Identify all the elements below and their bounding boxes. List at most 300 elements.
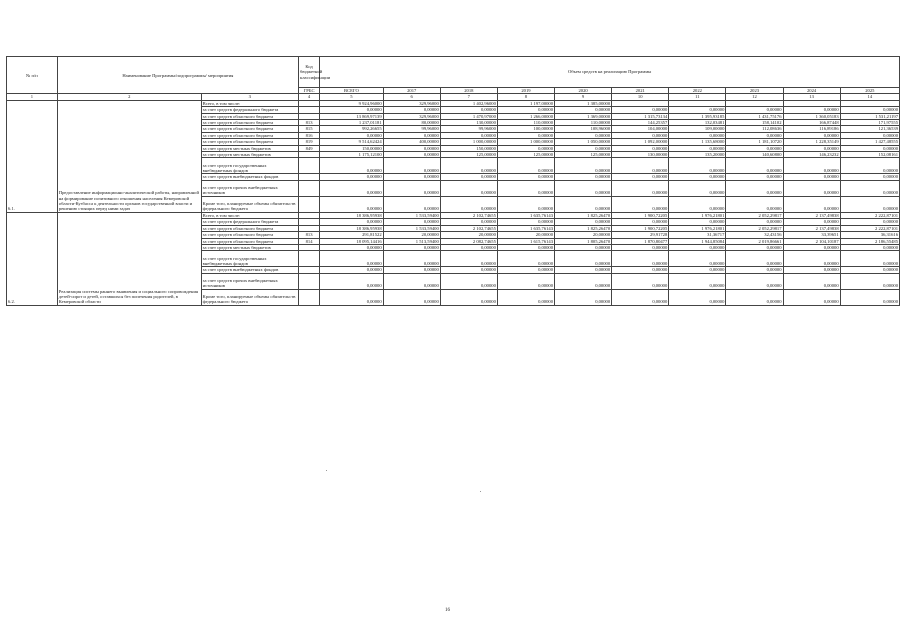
year-header: 2017 xyxy=(383,88,440,94)
year-value: 0,00000 xyxy=(440,273,497,289)
year-value: 0,00000 xyxy=(726,273,783,289)
grbs-code xyxy=(299,251,320,267)
year-value: 0,00000 xyxy=(669,273,726,289)
year-value: 0,00000 xyxy=(840,174,899,180)
year-value: 0,00000 xyxy=(555,107,612,113)
year-value: 0,00000 xyxy=(669,145,726,151)
year-value: 0,00000 xyxy=(783,158,840,174)
section-number: 6.1. xyxy=(7,100,58,212)
year-value: 0,00000 xyxy=(383,180,440,196)
year-value: 2 104,10187 xyxy=(783,238,840,244)
year-value: 146,23232 xyxy=(783,152,840,158)
year-value: 112,08636 xyxy=(726,126,783,132)
year-value: 0,00000 xyxy=(612,251,669,267)
year-value: 31,36717 xyxy=(669,232,726,238)
year-value: 0,00000 xyxy=(726,267,783,273)
year-value: 2 019,86661 xyxy=(726,238,783,244)
total-value: 18 095,14416 xyxy=(320,238,383,244)
year-value: 1 470,97000 xyxy=(440,113,497,119)
grbs-code: 819 xyxy=(299,139,320,145)
total-value: 0,00000 xyxy=(320,158,383,174)
year-value: 132,03481 xyxy=(669,120,726,126)
grbs-code xyxy=(299,180,320,196)
year-value: 1 402,96000 xyxy=(440,100,497,106)
year-value: 0,00000 xyxy=(783,251,840,267)
year-value: 100,00000 xyxy=(497,126,554,132)
year-value: 0,00000 xyxy=(840,244,899,250)
year-value: 0,00000 xyxy=(555,251,612,267)
total-value: 0,00000 xyxy=(320,219,383,225)
year-value: 2 222,87101 xyxy=(840,212,899,218)
year-value: 0,00000 xyxy=(783,145,840,151)
year-value: 0,00000 xyxy=(555,174,612,180)
year-value: 0,00000 xyxy=(440,267,497,273)
year-value: 1 369,00000 xyxy=(555,113,612,119)
year-value: 0,00000 xyxy=(440,132,497,138)
year-value: 0,00000 xyxy=(726,219,783,225)
funding-source: за счет средств областного бюджета xyxy=(201,113,298,119)
year-value: 0,00000 xyxy=(726,132,783,138)
year-value: 0,00000 xyxy=(440,180,497,196)
total-value: 18 386,95938 xyxy=(320,212,383,218)
year-value: 0,00000 xyxy=(497,158,554,174)
year-value: 2 186,55485 xyxy=(840,238,899,244)
year-value: 1 944,85084 xyxy=(669,238,726,244)
year-value: 0,00000 xyxy=(497,267,554,273)
year-header: 2022 xyxy=(669,88,726,94)
total-value: 291,81522 xyxy=(320,232,383,238)
year-value: 0,00000 xyxy=(783,196,840,212)
year-value: 0,00000 xyxy=(497,174,554,180)
year-value: 135,20000 xyxy=(669,152,726,158)
table-body xyxy=(7,100,900,305)
column-index: 6 xyxy=(383,94,440,100)
funding-source: за счет средств областного бюджета xyxy=(201,232,298,238)
year-value: 1 431,75176 xyxy=(726,113,783,119)
year-value: 36,31616 xyxy=(840,232,899,238)
year-value: 0,00000 xyxy=(383,152,440,158)
year-value: 0,00000 xyxy=(612,289,669,305)
year-value: 0,00000 xyxy=(612,267,669,273)
year-value: 1 266,00000 xyxy=(497,113,554,119)
year-value: 0,00000 xyxy=(669,132,726,138)
year-value: 2 222,87101 xyxy=(840,225,899,231)
grbs-code: 814 xyxy=(299,238,320,244)
funding-source: за счет средств областного бюджета xyxy=(201,120,298,126)
year-value: 0,00000 xyxy=(840,145,899,151)
funding-source: за счет средств областного бюджета xyxy=(201,132,298,138)
year-value: 1 427,48555 xyxy=(840,139,899,145)
year-value: 0,00000 xyxy=(726,180,783,196)
funding-source: Всего, в том числе: xyxy=(201,100,298,106)
year-value: 125,00000 xyxy=(497,152,554,158)
year-value: 0,00000 xyxy=(383,107,440,113)
year-value: 0,00000 xyxy=(669,196,726,212)
funding-source: за счет средств областного бюджета xyxy=(201,238,298,244)
year-value: 0,00000 xyxy=(555,273,612,289)
grbs-code: 849 xyxy=(299,145,320,151)
grbs-code: 813 xyxy=(299,120,320,126)
year-value: 1 533,59400 xyxy=(383,212,440,218)
budget-table-sheet xyxy=(6,56,900,306)
year-value: 1 635,76143 xyxy=(497,225,554,231)
col-total-header: ВСЕГО xyxy=(320,88,383,94)
year-value: 0,00000 xyxy=(497,219,554,225)
year-header: 2019 xyxy=(497,88,554,94)
funding-source: за счет средств федерального бюджета xyxy=(201,219,298,225)
year-value: 0,00000 xyxy=(783,107,840,113)
year-header: 2021 xyxy=(612,88,669,94)
year-value: 0,00000 xyxy=(726,251,783,267)
year-value: 20,00000 xyxy=(440,232,497,238)
year-value: 0,00000 xyxy=(612,174,669,180)
year-value: 0,00000 xyxy=(840,180,899,196)
funding-source: за счет средств областного бюджета xyxy=(201,126,298,132)
year-value: 0,00000 xyxy=(840,289,899,305)
year-value: 0,00000 xyxy=(555,289,612,305)
funding-source: за счет средств государственных внебюджетных фондов xyxy=(201,251,298,267)
funding-source: за счет средств прочих внебюджетных источников xyxy=(201,180,298,196)
year-value: 104,00000 xyxy=(612,126,669,132)
year-value: 0,00000 xyxy=(726,196,783,212)
year-value: 0,00000 xyxy=(555,196,612,212)
year-header: 2025 xyxy=(840,88,899,94)
table-header xyxy=(7,57,900,101)
year-value: 0,00000 xyxy=(669,267,726,273)
year-value: 0,00000 xyxy=(497,145,554,151)
year-value: 0,00000 xyxy=(612,273,669,289)
year-value: 0,00000 xyxy=(383,174,440,180)
column-index: 9 xyxy=(555,94,612,100)
year-value: 2 137,49838 xyxy=(783,212,840,218)
total-value: 0,00000 xyxy=(320,267,383,273)
year-value: 1 635,76143 xyxy=(497,212,554,218)
total-value: 0,00000 xyxy=(320,273,383,289)
total-value: 9 924,96000 xyxy=(320,100,383,106)
grbs-code: 815 xyxy=(299,126,320,132)
year-value: 2 052,29817 xyxy=(726,225,783,231)
year-value: 329,96000 xyxy=(383,113,440,119)
year-value: 0,00000 xyxy=(840,273,899,289)
year-value: 1 315,73134 xyxy=(612,113,669,119)
total-value: 0,00000 xyxy=(320,244,383,250)
year-value: 0,00000 xyxy=(726,145,783,151)
year-value: 0,00000 xyxy=(440,158,497,174)
total-value: 1 237,01181 xyxy=(320,120,383,126)
year-value: 0,00000 xyxy=(612,219,669,225)
year-value: 0,00000 xyxy=(840,251,899,267)
funding-source: за счет средств областного бюджета xyxy=(201,139,298,145)
year-value: 1 228,35149 xyxy=(783,139,840,145)
year-value: 152,08161 xyxy=(840,152,899,158)
grbs-code xyxy=(299,196,320,212)
year-value: 0,00000 xyxy=(383,244,440,250)
year-value: 0,00000 xyxy=(555,267,612,273)
page-number: 16 xyxy=(445,608,450,613)
year-value: 0,00000 xyxy=(612,145,669,151)
section-title: Реализация системы раннего выявления и социального сопровождения детей-сирот и детей, оставшихся без попечения родителей, в Кемеровской области xyxy=(57,212,201,305)
column-index: 10 xyxy=(612,94,669,100)
year-value: 166,87448 xyxy=(783,120,840,126)
year-value: 2 052,29817 xyxy=(726,212,783,218)
year-value: 0,00000 xyxy=(783,219,840,225)
funding-source: Всего, в том числе: xyxy=(201,212,298,218)
year-value: 1 533,59400 xyxy=(383,225,440,231)
year-value: 1 360,05183 xyxy=(783,113,840,119)
year-value: 0,00000 xyxy=(669,158,726,174)
funding-source: за счет средств федерального бюджета xyxy=(201,107,298,113)
col-volume-header: Объем средств на реализацию Программы xyxy=(320,57,900,88)
year-header: 2023 xyxy=(726,88,783,94)
year-value: 0,00000 xyxy=(440,174,497,180)
column-index: 7 xyxy=(440,94,497,100)
year-value: 0,00000 xyxy=(783,174,840,180)
year-header: 2020 xyxy=(555,88,612,94)
total-value: 13 869,97139 xyxy=(320,113,383,119)
grbs-code xyxy=(299,273,320,289)
year-value: 125,00000 xyxy=(440,152,497,158)
year-value: 0,00000 xyxy=(669,107,726,113)
year-value: 1 000,00000 xyxy=(440,139,497,145)
year-value: 32,43156 xyxy=(726,232,783,238)
total-value: 1 175,12100 xyxy=(320,152,383,158)
total-value: 0,00000 xyxy=(320,180,383,196)
year-value: 20,00000 xyxy=(555,232,612,238)
year-header: 2018 xyxy=(440,88,497,94)
funding-source: за счет средств прочих внебюджетных источников xyxy=(201,273,298,289)
total-value: 18 386,95938 xyxy=(320,225,383,231)
year-value: 109,00000 xyxy=(669,126,726,132)
year-value: 0,00000 xyxy=(612,180,669,196)
budget-table xyxy=(6,56,900,306)
year-value: 1 825,26470 xyxy=(555,212,612,218)
year-value: 0,00000 xyxy=(669,251,726,267)
year-value: 0,00000 xyxy=(497,289,554,305)
year-value: 2 102,74655 xyxy=(440,212,497,218)
year-value: 144,25357 xyxy=(612,120,669,126)
year-value: 0,00000 xyxy=(783,289,840,305)
column-index: 5 xyxy=(320,94,383,100)
column-index: 14 xyxy=(840,94,899,100)
year-value: 0,00000 xyxy=(440,196,497,212)
year-value: 0,00000 xyxy=(840,219,899,225)
year-value: 110,00000 xyxy=(555,120,612,126)
year-value: 130,00000 xyxy=(612,152,669,158)
total-value: 0,00000 xyxy=(320,289,383,305)
year-value: 0,00000 xyxy=(726,174,783,180)
year-value: 0,00000 xyxy=(783,267,840,273)
year-value: 125,00000 xyxy=(555,152,612,158)
year-value: 0,00000 xyxy=(383,196,440,212)
year-header: 2024 xyxy=(783,88,840,94)
year-value: 110,00000 xyxy=(497,120,554,126)
year-value: 0,00000 xyxy=(440,219,497,225)
year-value: 0,00000 xyxy=(555,219,612,225)
column-index: 2 xyxy=(57,94,201,100)
year-value: 2 102,74655 xyxy=(440,225,497,231)
year-value: 29,91728 xyxy=(612,232,669,238)
year-value: 20,00000 xyxy=(497,232,554,238)
year-value: 0,00000 xyxy=(383,267,440,273)
year-value: 0,00000 xyxy=(612,132,669,138)
funding-source: за счет средств внебюджетных фондов xyxy=(201,267,298,273)
year-value: 0,00000 xyxy=(840,107,899,113)
year-value: 0,00000 xyxy=(440,289,497,305)
year-value: 0,00000 xyxy=(612,196,669,212)
column-index: 4 xyxy=(299,94,320,100)
column-index: 12 xyxy=(726,94,783,100)
year-value: 0,00000 xyxy=(383,158,440,174)
year-value: 140,60800 xyxy=(726,152,783,158)
year-value: 329,96000 xyxy=(383,100,440,106)
year-value: 1 900,72205 xyxy=(612,212,669,218)
column-index: 11 xyxy=(669,94,726,100)
year-value: 1 135,68000 xyxy=(669,139,726,145)
year-value: 80,00000 xyxy=(383,120,440,126)
year-value: 1 395,93185 xyxy=(669,113,726,119)
funding-source: за счет средств областного бюджета xyxy=(201,225,298,231)
year-value: 171,97555 xyxy=(840,120,899,126)
year-value: 0,00000 xyxy=(840,132,899,138)
year-value: 1 531,21197 xyxy=(840,113,899,119)
year-value: 0,00000 xyxy=(612,158,669,174)
year-value: 108,96000 xyxy=(555,126,612,132)
year-value: 0,00000 xyxy=(726,289,783,305)
column-index: 8 xyxy=(497,94,554,100)
funding-source: за счет средств государственных внебюджетных фондов xyxy=(201,158,298,174)
year-value: 0,00000 xyxy=(726,107,783,113)
funding-source: за счет средств местных бюджетов xyxy=(201,152,298,158)
year-value: 400,00000 xyxy=(383,139,440,145)
year-value: 0,00000 xyxy=(783,244,840,250)
grbs-code: 813 xyxy=(299,232,320,238)
funding-source: за счет средств местных бюджетов xyxy=(201,244,298,250)
total-value: 0,00000 xyxy=(320,196,383,212)
year-value: 0,00000 xyxy=(497,180,554,196)
total-value: 0,00000 xyxy=(320,174,383,180)
year-value: 0,00000 xyxy=(555,244,612,250)
year-value: 0,00000 xyxy=(383,273,440,289)
year-value: 2 137,49838 xyxy=(783,225,840,231)
year-value: 0,00000 xyxy=(669,180,726,196)
column-index: 1 xyxy=(7,94,58,100)
year-value: 0,00000 xyxy=(669,289,726,305)
year-value: 1 197,00000 xyxy=(497,100,554,106)
year-value: 0,00000 xyxy=(497,196,554,212)
year-value: 116,89186 xyxy=(783,126,840,132)
year-value: 0,00000 xyxy=(383,219,440,225)
column-index: 13 xyxy=(783,94,840,100)
total-value: 992,26655 xyxy=(320,126,383,132)
year-value: 0,00000 xyxy=(726,244,783,250)
year-value: 99,96000 xyxy=(440,126,497,132)
year-value: 121,36539 xyxy=(840,126,899,132)
section-title: Предоставление информационно-аналитической работы, направленной на формирование позитивного отношения населения Кемеровской области-Кузбасса к деятельности органов государственной власти и решению стоящих перед ними задач xyxy=(57,100,201,212)
year-value: 0,00000 xyxy=(497,132,554,138)
year-value: 0,00000 xyxy=(555,158,612,174)
year-value: 33,39651 xyxy=(783,232,840,238)
grbs-code xyxy=(299,158,320,174)
year-value: 0,00000 xyxy=(497,107,554,113)
year-value: 0,00000 xyxy=(783,180,840,196)
col-code-header: Код бюджетной классификации xyxy=(299,57,320,88)
year-value: 0,00000 xyxy=(440,244,497,250)
section-number: 6.2. xyxy=(7,212,58,305)
year-value: 1 805,26470 xyxy=(555,238,612,244)
year-value: 0,00000 xyxy=(440,107,497,113)
funding-source: за счет средств внебюджетных фондов xyxy=(201,174,298,180)
year-value: 130,00000 xyxy=(440,120,497,126)
year-value: 1 050,00000 xyxy=(555,139,612,145)
year-value: 1 870,80477 xyxy=(612,238,669,244)
year-value: 0,00000 xyxy=(497,273,554,289)
total-value: 0,00000 xyxy=(320,107,383,113)
year-value: 1 092,00000 xyxy=(612,139,669,145)
year-value: 1 825,26470 xyxy=(555,225,612,231)
year-value: 0,00000 xyxy=(669,219,726,225)
funding-source: Кроме того, планируемые объемы обязательств федерального бюджета xyxy=(201,196,298,212)
col-grbs-header: ГРБС xyxy=(299,88,320,94)
scan-speck xyxy=(326,470,327,471)
year-value: 0,00000 xyxy=(669,244,726,250)
year-value: 0,00000 xyxy=(726,158,783,174)
year-value: 20,00000 xyxy=(383,232,440,238)
total-value: 0,00000 xyxy=(320,132,383,138)
year-value: 0,00000 xyxy=(383,132,440,138)
year-value: 0,00000 xyxy=(669,174,726,180)
year-value: 1 976,21801 xyxy=(669,212,726,218)
grbs-code: 816 xyxy=(299,132,320,138)
total-value: 0,00000 xyxy=(320,251,383,267)
year-value: 0,00000 xyxy=(440,251,497,267)
year-value: 150,00000 xyxy=(440,145,497,151)
year-value: 0,00000 xyxy=(783,273,840,289)
year-value: 1 181,10720 xyxy=(726,139,783,145)
col-num-header: № п/п xyxy=(7,57,58,94)
grbs-code xyxy=(299,289,320,305)
funding-source: за счет средств местных бюджетов xyxy=(201,145,298,151)
year-value: 1 615,76143 xyxy=(497,238,554,244)
col-name-header: Наименование Программы/подпрограммы/ мероприятия xyxy=(57,57,298,94)
year-value: 158,14102 xyxy=(726,120,783,126)
year-value: 1 976,21801 xyxy=(669,225,726,231)
year-value: 0,00000 xyxy=(840,158,899,174)
total-value: 150,00000 xyxy=(320,145,383,151)
year-value: 1 385,00000 xyxy=(555,100,612,106)
year-value: 0,00000 xyxy=(612,244,669,250)
year-value: 0,00000 xyxy=(383,289,440,305)
year-value: 0,00000 xyxy=(383,251,440,267)
column-index: 3 xyxy=(201,94,298,100)
funding-source: Кроме того, планируемые объемы обязательств федерального бюджета xyxy=(201,289,298,305)
year-value: 0,00000 xyxy=(555,180,612,196)
year-value: 0,00000 xyxy=(383,145,440,151)
year-value: 1 000,00000 xyxy=(497,139,554,145)
year-value: 0,00000 xyxy=(497,251,554,267)
year-value: 0,00000 xyxy=(555,132,612,138)
year-value: 0,00000 xyxy=(840,267,899,273)
year-value: 0,00000 xyxy=(840,196,899,212)
year-value: 0,00000 xyxy=(783,132,840,138)
year-value: 0,00000 xyxy=(497,244,554,250)
scan-speck xyxy=(480,491,481,492)
year-value: 1 513,59400 xyxy=(383,238,440,244)
year-value: 1 900,72205 xyxy=(612,225,669,231)
year-value: 0,00000 xyxy=(612,107,669,113)
year-value: 2 082,74655 xyxy=(440,238,497,244)
year-value: 0,00000 xyxy=(555,145,612,151)
year-value: 99,96000 xyxy=(383,126,440,132)
